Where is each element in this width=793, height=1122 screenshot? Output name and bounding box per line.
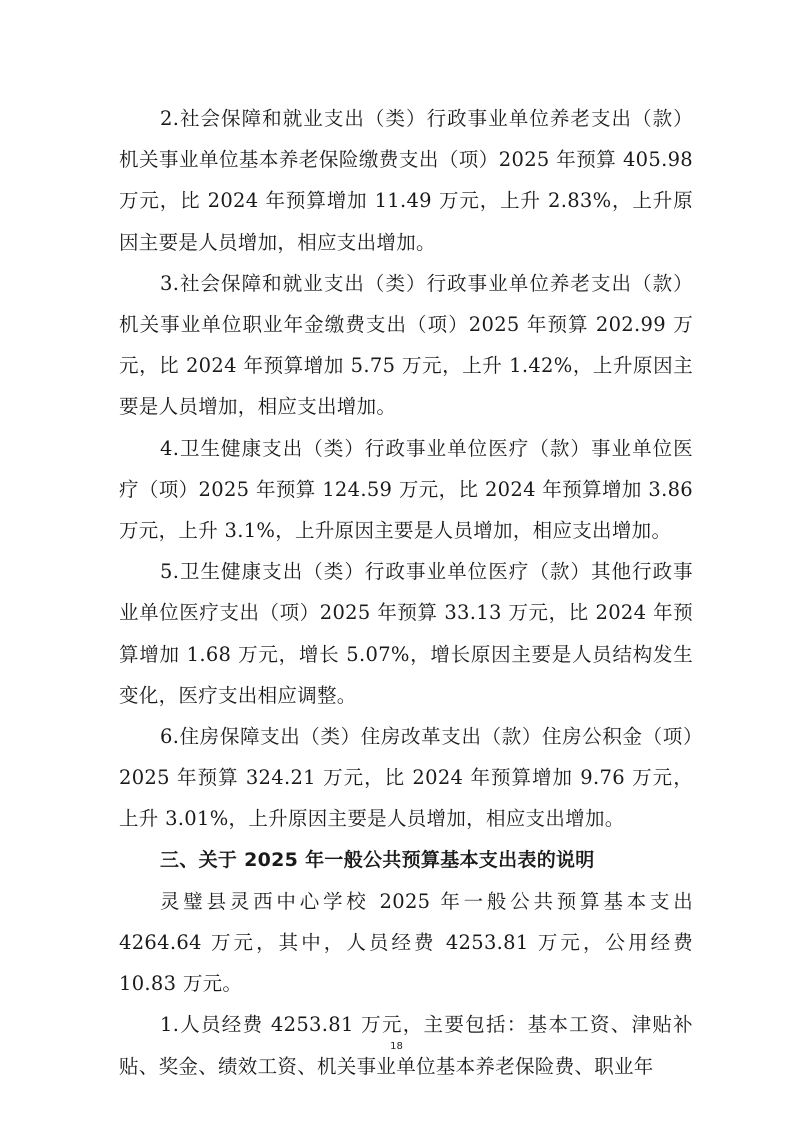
paragraph-item-3-occupational-annuity: 3.社会保障和就业支出（类）行政事业单位养老支出（款）机关事业单位职业年金缴费支出（项）2025 年预算 202.99 万元，比 2024 年预算增加 5.75 万元，上升 1.42%，上升原因主要是人员增加，相应支出增加。 (119, 271, 693, 419)
paragraph-item-4-public-institution-medical: 4.卫生健康支出（类）行政事业单位医疗（款）事业单位医疗（项）2025 年预算 124.59 万元，比 2024 年预算增加 3.86 万元，上升 3.1%，上升原因主要是人员增加，相应支出增加。 (119, 436, 693, 543)
page-number: 18 (390, 1041, 403, 1052)
section-heading: 三、关于 2025 年一般公共预算基本支出表的说明 (160, 848, 595, 871)
document-body (119, 98, 693, 1087)
paragraph-item-6-housing-fund: 6.住房保障支出（类）住房改革支出（款）住房公积金（项）2025 年预算 324.21 万元，比 2024 年预算增加 9.76 万元，上升 3.01%，上升原因主要是人员增加，相应支出增加。 (119, 725, 693, 831)
paragraph-personnel-expenses: 1.人员经费 4253.81 万元，主要包括：基本工资、津贴补贴、奖金、绩效工资、机关事业单位基本养老保险费、职业年 (119, 1013, 693, 1078)
paragraph-basic-expenditure-summary: 灵璧县灵西中心学校 2025 年一般公共预算基本支出 4264.64 万元，其中，人员经费 4253.81 万元，公用经费 10.83 万元。 (119, 889, 693, 996)
paragraph-item-5-other-medical: 5.卫生健康支出（类）行政事业单位医疗（款）其他行政事业单位医疗支出（项）2025 年预算 33.13 万元，比 2024 年预算增加 1.68 万元，增长 5.07%，增长原因主要是人员结构发生变化，医疗支出相应调整。 (119, 560, 693, 707)
paragraph-item-2-social-security-pension: 2.社会保障和就业支出（类）行政事业单位养老支出（款）机关事业单位基本养老保险缴费支出（项）2025 年预算 405.98 万元，比 2024 年预算增加 11.49 万元，上升 2.83%，上升原因主要是人员增加，相应支出增加。 (119, 107, 693, 254)
